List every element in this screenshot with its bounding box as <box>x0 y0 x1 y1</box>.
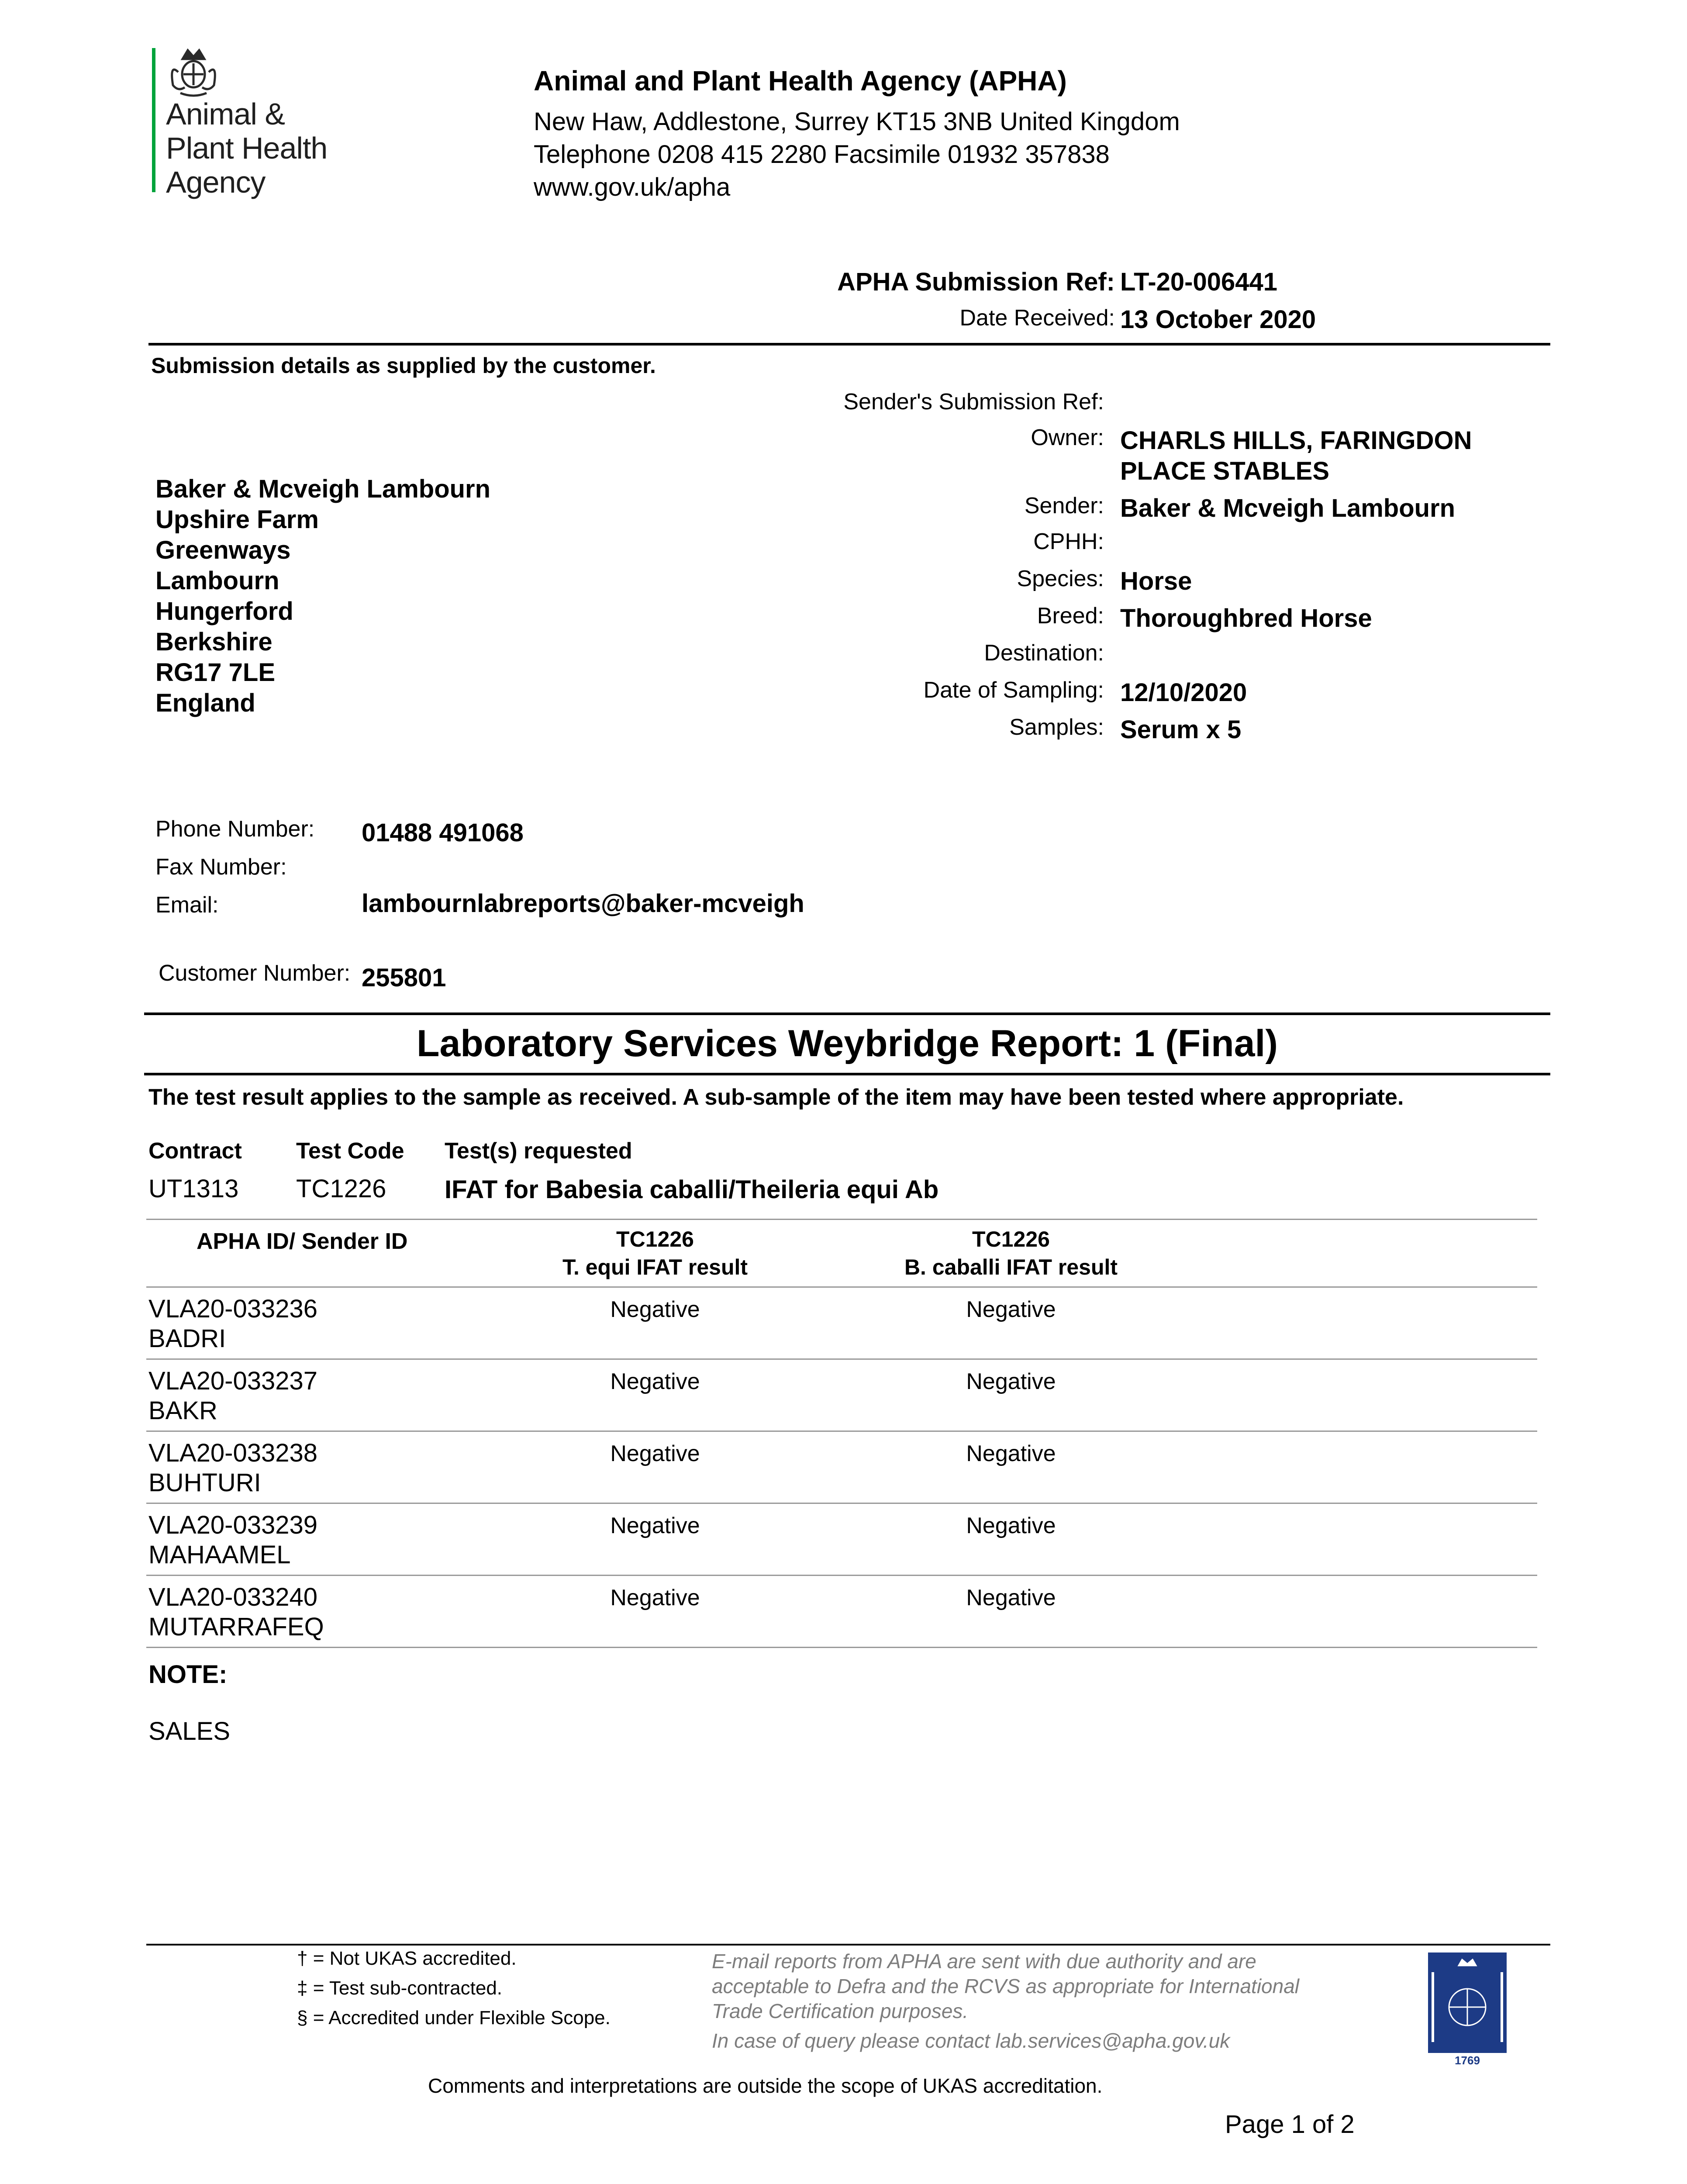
report-bottom-divider <box>144 1073 1550 1075</box>
page-number: Page 1 of 2 <box>1225 2110 1355 2139</box>
sample-id: VLA20-033237 <box>148 1367 317 1395</box>
email-note-line: E-mail reports from APHA are sent with due authority and are <box>712 1950 1256 1973</box>
table-row <box>148 1510 317 1570</box>
owner-label: Owner: <box>1031 425 1104 450</box>
row-rule <box>146 1431 1537 1432</box>
species-label: Species: <box>1017 566 1104 591</box>
results-col2-name: B. caballi IFAT result <box>904 1255 1118 1279</box>
owner-value-line1: CHARLS HILLS, FARINGDON <box>1120 426 1472 455</box>
accreditation-key <box>297 1944 611 2033</box>
b-caballi-result: Negative <box>966 1513 1056 1538</box>
ukas-comment: Comments and interpretations are outside the scope of UKAS accreditation. <box>428 2074 1103 2097</box>
note-text: SALES <box>148 1717 230 1745</box>
agency-phone: Telephone 0208 415 2280 Facsimile 01932 357838 <box>534 140 1110 169</box>
contract-header: Contract <box>148 1138 242 1164</box>
agency-website[interactable]: www.gov.uk/apha <box>534 173 731 201</box>
ukas-number: 1769 <box>1455 2054 1480 2067</box>
logo-accent-bar <box>152 48 155 192</box>
submission-ref-value: LT-20-006441 <box>1120 268 1278 296</box>
address-line: Upshire Farm <box>155 505 319 534</box>
test-code-header: Test Code <box>296 1138 404 1164</box>
t-equi-result: Negative <box>610 1441 700 1466</box>
sample-id: VLA20-033240 <box>148 1583 317 1611</box>
submission-ref-label: APHA Submission Ref: <box>837 268 1115 296</box>
row-rule <box>146 1503 1537 1504</box>
email-note-line: Trade Certification purposes. <box>712 2000 969 2022</box>
key-line: † = Not UKAS accredited. <box>297 1948 517 1969</box>
email-note-line: acceptable to Defra and the RCVS as appropriate for International <box>712 1975 1300 1997</box>
email-authority-note <box>712 1949 1299 2024</box>
key-line: ‡ = Test sub-contracted. <box>297 1977 503 1999</box>
date-received-label: Date Received: <box>959 305 1115 331</box>
table-row <box>148 1438 317 1498</box>
results-col2-header <box>852 1225 1170 1281</box>
ukas-logo-icon <box>1428 1952 1507 2053</box>
tests-requested-header: Test(s) requested <box>445 1138 632 1164</box>
samples-label: Samples: <box>1009 715 1104 740</box>
t-equi-result: Negative <box>610 1585 700 1610</box>
agency-title: Animal and Plant Health Agency (APHA) <box>534 65 1067 97</box>
results-id-header: APHA ID/ Sender ID <box>197 1229 408 1254</box>
sampling-date-label: Date of Sampling: <box>923 677 1104 703</box>
query-contact[interactable]: In case of query please contact lab.services@apha.gov.uk <box>712 2029 1230 2052</box>
sample-name: MUTARRAFEQ <box>148 1613 324 1641</box>
address-line: Lambourn <box>155 567 279 595</box>
date-received-value: 13 October 2020 <box>1120 305 1316 334</box>
b-caballi-result: Negative <box>966 1441 1056 1466</box>
row-rule <box>146 1358 1537 1360</box>
ukas-badge <box>1428 1952 1507 2066</box>
b-caballi-result: Negative <box>966 1297 1056 1322</box>
fax-label: Fax Number: <box>155 854 287 880</box>
contract-value: UT1313 <box>148 1175 239 1203</box>
results-header-rule <box>146 1286 1537 1288</box>
b-caballi-result: Negative <box>966 1369 1056 1394</box>
t-equi-result: Negative <box>610 1297 700 1322</box>
results-col1-code: TC1226 <box>616 1227 694 1251</box>
royal-crest-icon <box>165 46 222 98</box>
logo-line: Plant Health <box>166 131 328 165</box>
sender-label: Sender: <box>1024 493 1104 518</box>
tests-requested-value: IFAT for Babesia caballi/Theileria equi Ab <box>445 1175 939 1204</box>
sample-name: BAKR <box>148 1396 217 1425</box>
address-line: England <box>155 689 255 717</box>
customer-number-value: 255801 <box>362 964 446 992</box>
breed-label: Breed: <box>1037 603 1104 629</box>
results-col2-code: TC1226 <box>972 1227 1050 1251</box>
results-col1-name: T. equi IFAT result <box>562 1255 748 1279</box>
logo-line: Animal & <box>166 97 285 131</box>
results-bottom-rule <box>146 1647 1537 1648</box>
sample-id: VLA20-033236 <box>148 1295 317 1323</box>
test-code-value: TC1226 <box>296 1175 386 1203</box>
row-rule <box>146 1575 1537 1576</box>
results-col1-header <box>524 1225 786 1281</box>
phone-label: Phone Number: <box>155 816 315 842</box>
table-row <box>148 1366 317 1426</box>
samples-value: Serum x 5 <box>1120 715 1242 744</box>
email-label: Email: <box>155 892 219 918</box>
address-line: Greenways <box>155 536 291 564</box>
address-line: Baker & Mcveigh Lambourn <box>155 475 491 503</box>
address-line: RG17 7LE <box>155 658 275 687</box>
b-caballi-result: Negative <box>966 1585 1056 1610</box>
report-title: Laboratory Services Weybridge Report: 1 (Final) <box>416 1023 1278 1064</box>
address-line: Berkshire <box>155 628 273 656</box>
note-label: NOTE: <box>148 1660 228 1689</box>
breed-value: Thoroughbred Horse <box>1120 604 1372 632</box>
results-top-rule <box>146 1219 1537 1220</box>
t-equi-result: Negative <box>610 1369 700 1394</box>
species-value: Horse <box>1120 567 1192 595</box>
header-divider <box>148 343 1550 346</box>
cphh-label: CPHH: <box>1033 529 1104 554</box>
key-line: § = Accredited under Flexible Scope. <box>297 2007 611 2028</box>
email-value[interactable]: lambournlabreports@baker-mcveigh <box>362 889 804 918</box>
t-equi-result: Negative <box>610 1513 700 1538</box>
customer-number-label: Customer Number: <box>159 961 351 986</box>
sampling-date-value: 12/10/2020 <box>1120 678 1247 707</box>
report-top-divider <box>144 1013 1550 1015</box>
table-row <box>148 1583 324 1642</box>
sender-ref-label: Sender's Submission Ref: <box>843 389 1104 415</box>
address-line: Hungerford <box>155 597 293 625</box>
customer-note: Submission details as supplied by the customer. <box>151 353 656 378</box>
customer-address <box>155 474 490 719</box>
destination-label: Destination: <box>984 640 1104 666</box>
logo-line: Agency <box>166 165 266 199</box>
owner-value-line2: PLACE STABLES <box>1120 457 1330 485</box>
table-row <box>148 1294 317 1354</box>
sender-value: Baker & Mcveigh Lambourn <box>1120 494 1456 522</box>
sample-id: VLA20-033239 <box>148 1511 317 1539</box>
sample-name: BADRI <box>148 1324 226 1353</box>
sample-name: MAHAAMEL <box>148 1541 291 1569</box>
sample-id: VLA20-033238 <box>148 1439 317 1467</box>
phone-value: 01488 491068 <box>362 819 524 847</box>
agency-address: New Haw, Addlestone, Surrey KT15 3NB United Kingdom <box>534 107 1180 136</box>
sample-name: BUHTURI <box>148 1469 261 1497</box>
agency-logo-wordmark <box>166 97 327 199</box>
report-disclaimer: The test result applies to the sample as received. A sub-sample of the item may have been tested where appropriate. <box>148 1085 1404 1110</box>
